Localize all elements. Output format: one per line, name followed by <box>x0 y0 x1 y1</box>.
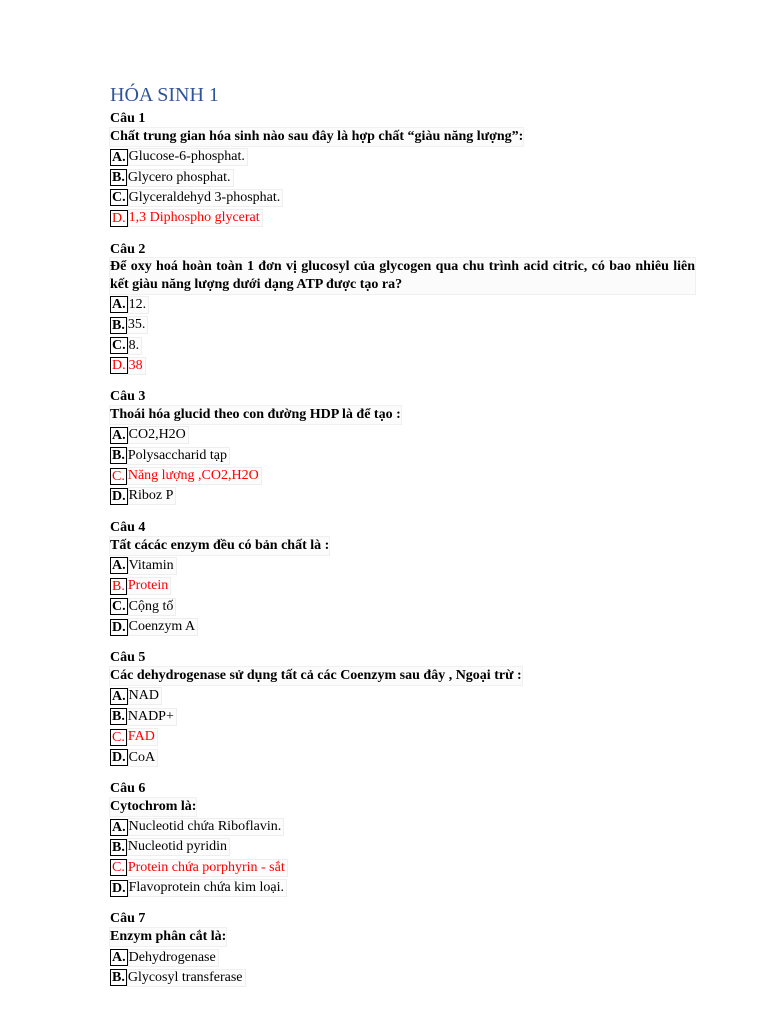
option-letter: D. <box>112 619 126 635</box>
question-number: Câu 5 <box>110 650 146 666</box>
option-letter: B. <box>112 448 125 464</box>
option-text: 35. <box>127 317 146 333</box>
answer-option <box>110 747 695 767</box>
question-4 <box>110 520 695 638</box>
question-list <box>110 111 695 988</box>
option-text: Dehydrogenase <box>128 949 216 965</box>
document-page <box>110 84 695 1001</box>
option-text: Flavoprotein chứa kim loại. <box>128 880 284 896</box>
option-text: Nucleotid chứa Riboflavin. <box>128 819 282 834</box>
answer-option <box>110 425 695 445</box>
option-letter: C. <box>112 190 126 206</box>
question-3 <box>110 389 695 507</box>
option-text: 12. <box>128 296 147 312</box>
option-text: Protein chứa porphyrin - sắt <box>127 859 285 875</box>
option-letter: C. <box>112 468 125 484</box>
answer-option <box>110 188 695 208</box>
option-text: 8. <box>128 337 140 353</box>
answer-option <box>110 446 695 466</box>
option-text: CoA <box>128 749 156 765</box>
option-letter: B. <box>112 170 125 186</box>
option-letter: C. <box>112 338 126 354</box>
option-text: CO2,H2O <box>128 427 186 443</box>
page-title: HÓA SINH 1 <box>110 84 219 106</box>
option-letter: A. <box>112 297 126 313</box>
answer-option <box>110 596 695 616</box>
answer-option <box>110 686 695 706</box>
question-number: Câu 1 <box>110 111 146 126</box>
option-text: 38 <box>128 357 143 373</box>
answer-option <box>110 466 695 486</box>
option-letter: D. <box>112 880 126 896</box>
question-5 <box>110 650 695 768</box>
answer-option <box>110 727 695 747</box>
answer-option <box>110 617 695 637</box>
option-letter: A. <box>112 427 126 443</box>
option-letter: B. <box>112 709 125 725</box>
option-text: Cộng tố <box>128 598 174 614</box>
question-text: Chất trung gian hóa sinh nào sau đây là hợp chất “giàu năng lượng”: <box>110 129 524 144</box>
answer-option <box>110 356 695 376</box>
option-text: NAD <box>128 688 159 704</box>
question-1 <box>110 111 695 229</box>
option-text: Vitamin <box>128 557 174 573</box>
option-letter: C. <box>112 860 125 876</box>
question-number: Câu 4 <box>110 519 146 535</box>
option-letter: D. <box>112 210 126 226</box>
option-letter: D. <box>112 488 126 504</box>
option-text: Glycero phosphat. <box>127 169 231 185</box>
option-letter: A. <box>112 558 126 574</box>
question-number: Câu 6 <box>110 780 146 796</box>
answer-option <box>110 947 695 967</box>
option-letter: C. <box>112 729 125 745</box>
option-text: Coenzym A <box>128 619 196 635</box>
question-text: Tất cácác enzym đều có bản chất là : <box>110 537 330 553</box>
option-text: Polysaccharid tạp <box>127 447 227 463</box>
answer-option <box>110 147 695 167</box>
question-number: Câu 7 <box>110 911 146 927</box>
answer-option <box>110 335 695 355</box>
option-text: Glycosyl transferase <box>127 969 243 985</box>
answer-option <box>110 707 695 727</box>
question-text: Enzym phân cắt là: <box>110 929 227 945</box>
answer-option <box>110 858 695 878</box>
question-text: Cytochrom là: <box>110 798 197 814</box>
option-text: FAD <box>127 729 155 745</box>
option-letter: D. <box>112 750 126 766</box>
option-letter: A. <box>112 688 126 704</box>
option-letter: B. <box>112 970 125 986</box>
question-2 <box>110 242 695 377</box>
answer-option <box>110 315 695 335</box>
option-text: Protein <box>127 578 169 594</box>
question-7 <box>110 911 695 988</box>
option-text: Glucose-6-phosphat. <box>128 149 245 165</box>
option-text: Năng lượng ,CO2,H2O <box>127 468 259 484</box>
question-text: Để oxy hoá hoàn toàn 1 đơn vị glucosyl của glycogen qua chu trình acid citric, có bao nhiêu liên kết giàu năng lượng dưới dạng ATP được tạo ra? <box>110 258 695 292</box>
answer-option <box>110 878 695 898</box>
question-number: Câu 2 <box>110 241 146 257</box>
option-letter: B. <box>112 578 125 594</box>
option-text: NADP+ <box>127 708 174 724</box>
answer-option <box>110 837 695 857</box>
option-letter: C. <box>112 599 126 615</box>
option-text: Riboz P <box>128 488 174 504</box>
option-letter: B. <box>112 317 125 333</box>
question-6 <box>110 781 695 899</box>
answer-option <box>110 167 695 187</box>
answer-option <box>110 576 695 596</box>
answer-option <box>110 968 695 988</box>
option-letter: A. <box>112 149 126 165</box>
option-letter: B. <box>112 839 125 855</box>
question-text: Thoái hóa glucid theo con đường HDP là để tạo : <box>110 407 401 423</box>
answer-option <box>110 486 695 506</box>
option-letter: A. <box>112 819 126 835</box>
question-text: Các dehydrogenase sử dụng tất cả các Coenzym sau đây , Ngoại trừ : <box>110 668 522 684</box>
option-letter: A. <box>112 950 126 966</box>
option-letter: D. <box>112 358 126 374</box>
answer-option <box>110 295 695 315</box>
answer-option <box>110 208 695 228</box>
question-number: Câu 3 <box>110 389 146 405</box>
option-text: Nucleotid pyridin <box>127 839 227 855</box>
option-text: Glyceraldehyd 3-phosphat. <box>128 189 281 205</box>
answer-option <box>110 556 695 576</box>
option-text: 1,3 Diphospho glycerat <box>128 210 260 226</box>
answer-option <box>110 817 695 837</box>
